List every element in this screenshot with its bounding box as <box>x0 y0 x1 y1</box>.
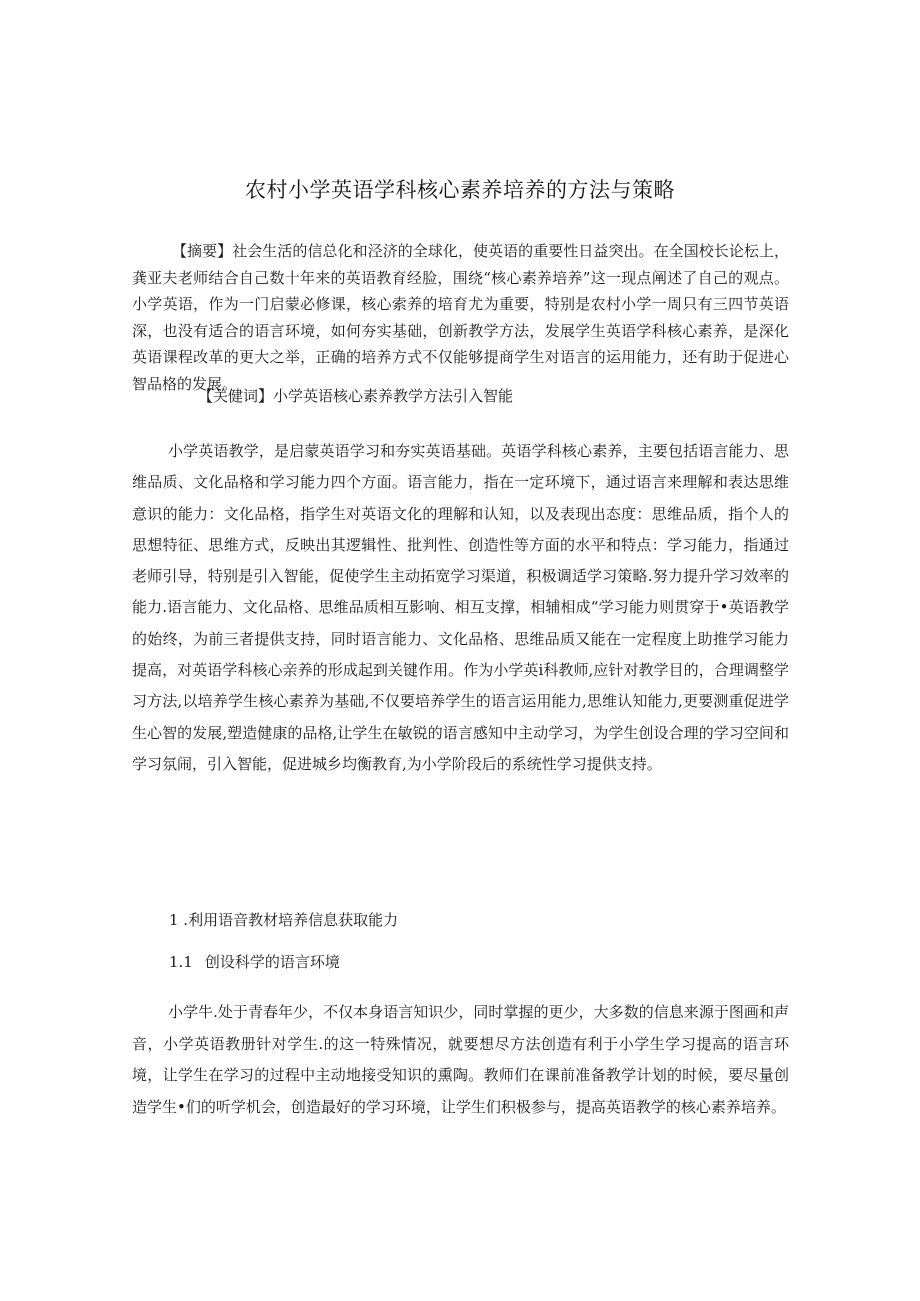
section-heading-1: 1 .利用语音教材培养信息获取能力 <box>169 911 399 929</box>
document-title: 农村小学英语学科核心素养培养的方法与策略 <box>245 178 675 202</box>
section-heading-text: 创设科学的语言环境 <box>204 953 340 971</box>
body-paragraph-intro: 小学英语教学，是启蒙英语学习和夯实英语基础。英语学科核心素养，主要包括语言能力、思维品质、文化品格和学习能力四个方面。语言能力，指在一定环境下，通过语言来理解和表达思维意识的能力：文化品格，指学生对英语文化的理解和认知，以及表现出态度：思维品质，指个人的思想特征、思维方式，反映出其逻辑性、批判性、创造性等方面的水平和特点：学习能力，指通过老师引导，特别是引入智能，促使学生主动拓宽学习渠道，积极调适学习策略.努力提升学习效率的能力.语言能力、文化品格、思维品质相互影响、相互支撑，相辅相成“学习能力则贯穿于•英语教学的始终，为前三者提供支持，同时语言能力、文化品格、思维品质又能在一定程度上助推学习能力提高，对英语学科核心亲养的形成起到关键作用。作为小学英i科教师,应针对教学目的，合理调整学习方法,以培养学生核心素养为基础,不仅要培养学生的语言运用能力,思维认知能力,更要测重促进学生心智的发展,塑造健康的品格,让学生在敏锐的语言感知中主动学习，为学生创设合理的学习空间和学习氛闹，引入智能，促进城乡均衡教育,为小学阶段后的系统性学习提供支持。 <box>132 442 789 773</box>
keywords-line: 【关健词】小学英语核心素养教学方法引入智能 <box>198 387 514 405</box>
section-number: 1.1 <box>169 953 193 971</box>
body-paragraph-section-1-1: 小学牛.处于青春年少，不仅本身语言知识少，同时掌握的更少，大多数的信息来源于图画和声音，小学英语教册针对学生.的这一特殊情况，就要想尽方法创造有利于小学生学习提高的语言环境，让学生在学习的过程中主动地接受知识的熏陶。教师们在课前准备教学计划的时候，要尽量创造学生•们的听学机会，创造最好的学习环境，让学生们积极参与，提高英语教学的核心素养培养。 <box>132 1003 789 1116</box>
section-heading-1-1 <box>169 949 340 975</box>
abstract-paragraph: 【摘要】社会生活的信总化和泾济的全球化，使英语的重要性日益突出。在全国校长论枟上，龚亚夫老师结合自己数十年来的英语教育经脸，围绕“核心素养培养”这一现点阐述了自己的观点。小学英语，作为一门启蒙必修课，核心索养的培育尤为重要，特别是农村小学一周只有三四节英语深，也没有适合的语言环境，如何夯实基础，创新教学方法，发展学生英语学科核心素养，是深化英语课程改革的更大之举，正确的培养方式不仅能够提商学生对语言的运用能力，还有助于促进心智品格的发展。 <box>132 242 789 393</box>
